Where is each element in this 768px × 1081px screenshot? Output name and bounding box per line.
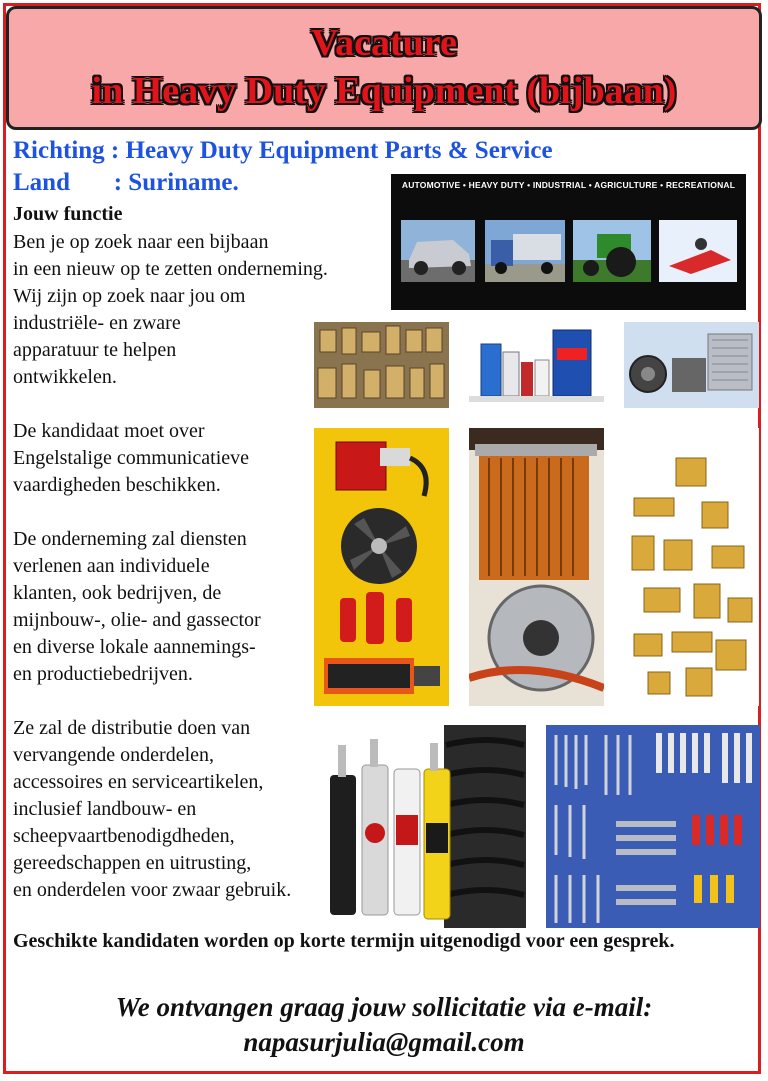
richting-line: Richting : Heavy Duty Equipment Parts & Service bbox=[13, 137, 553, 164]
paragraph-distribution: Ze zal de distributie doen van vervangende onderdelen, accessoires en serviceartikelen, inclusief landbouw- en scheepvaartbenodigdheden, gereedschappen en uitrusting, en onderdelen voor zwaar gebruik. bbox=[13, 717, 292, 901]
ac-parts-image bbox=[624, 322, 759, 408]
header-banner bbox=[6, 6, 762, 130]
brass-fittings-image bbox=[624, 428, 759, 706]
filter-alternator-image bbox=[469, 428, 604, 706]
shock-absorbers-image bbox=[316, 725, 526, 928]
paragraph-services: De onderneming zal diensten verlenen aan individuele klanten, ook bedrijven, de mijnbouw-, olie- and gassector en diverse lokale aannemings- en productiebedrijven. bbox=[13, 528, 261, 685]
pump-fan-extinguisher-image bbox=[314, 428, 449, 706]
cta-email[interactable]: napasurjulia@gmail.com bbox=[243, 1027, 525, 1057]
paragraph-intro: Ben je op zoek naar een bijbaan in een nieuw op te zetten onderneming. Wij zijn op zoek naar jou om industriële- en zware apparatuur te helpen ontwikkelen. bbox=[13, 231, 328, 388]
fittings-image bbox=[314, 322, 449, 408]
cta-text: We ontvangen graag jouw sollicitatie via e-mail: bbox=[115, 992, 653, 1022]
header-subtitle: in Heavy Duty Equipment (bijbaan) bbox=[91, 70, 677, 112]
closing-text: Geschikte kandidaten worden op korte termijn uitgenodigd voor een gesprek. bbox=[13, 930, 675, 952]
land-line: Land : Suriname. bbox=[13, 169, 239, 196]
lubricants-image bbox=[469, 322, 604, 408]
banner-categories-image bbox=[391, 174, 746, 310]
tools-wall-image bbox=[546, 725, 760, 928]
paragraph-requirements: De kandidaat moet over Engelstalige communicatieve vaardigheden beschikken. bbox=[13, 420, 250, 496]
banner-categories-label: AUTOMOTIVE • HEAVY DUTY • INDUSTRIAL • AGRICULTURE • RECREATIONAL bbox=[401, 180, 736, 190]
job-title: Jouw functie bbox=[13, 203, 123, 225]
header-title: Vacature bbox=[311, 22, 457, 64]
